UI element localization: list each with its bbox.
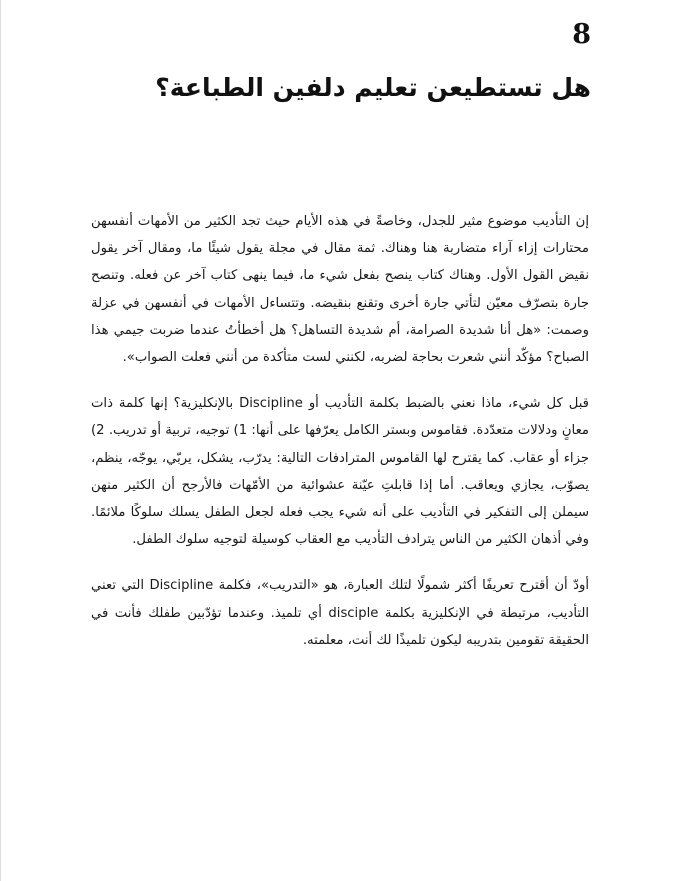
body-paragraph-1: إن التأديب موضوع مثير للجدل، وخاصةً في هذه الأيام حيث تجد الكثير من الأمهات أنفسهن محتارات إزاء آراء متضاربة هنا وهناك. ثمة مقال في مجلة يقول شيئًا ما، ومقال آخر يقول نقيض القول الأول. وهناك كتاب ينصح بفعل شيء ما، فيما ينهى كتاب آخر عن فعله. وتنصح جارة بتصرّف معيّن لتأتي جارة أخرى وتقنع بنقيضه. وتتساءل الأمهات في أنفسهن في عزلة وصمت: «هل أنا شديدة الصرامة، أم شديدة التساهل؟ هل أخطأتُ عندما ضربت جيمي هذا الصباح؟ مؤكّد أنني شعرت بحاجة لضربه، لكنني لست متأكدة من أنني فعلت الصواب».: [91, 214, 589, 366]
chapter-title: هل تستطيعن تعليم دلفين الطباعة؟: [155, 73, 591, 102]
chapter-body: [91, 208, 589, 673]
body-paragraph-2: قبل كل شيء، ماذا نعني بالضبط بكلمة التأديب أو Discipline بالإنكليزية؟ إنها كلمة ذات معانٍ ودلالات متعدّدة. فقاموس وبستر الكامل يعرّفها على أنها: 1) توجيه، تربية أو تدريب. 2) جزاء أو عقاب. كما يقترح لها القاموس المترادفات التالية: يدرّب، يشكل، يربّي، يوجّه، ينظم، يصوّب، يجازي ويعاقب. أما إذا قابلتِ عيّنة عشوائية من الأمّهات فالأرجح أن الكثير منهن سيملن إلى التفكير في التأديب على أنه شيء يجب فعله لجعل الطفل يسلك سلوكًا ملائمًا. وفي أذهان الكثير من الناس يترادف التأديب مع العقاب كوسيلة لتوجيه سلوك الطفل.: [91, 396, 589, 548]
chapter-number: 8: [572, 19, 591, 50]
body-paragraph-3: أودّ أن أقترح تعريفًا أكثر شمولًا لتلك العبارة، هو «التدريب»، فكلمة Discipline التي تعني التأديب، مرتبطة في الإنكليزية بكلمة disciple أي تلميذ. وعندما تؤدّبين طفلك فأنت في الحقيقة تقومين بتدريبه ليكون تلميذًا لك أنت، معلمته.: [91, 578, 589, 648]
